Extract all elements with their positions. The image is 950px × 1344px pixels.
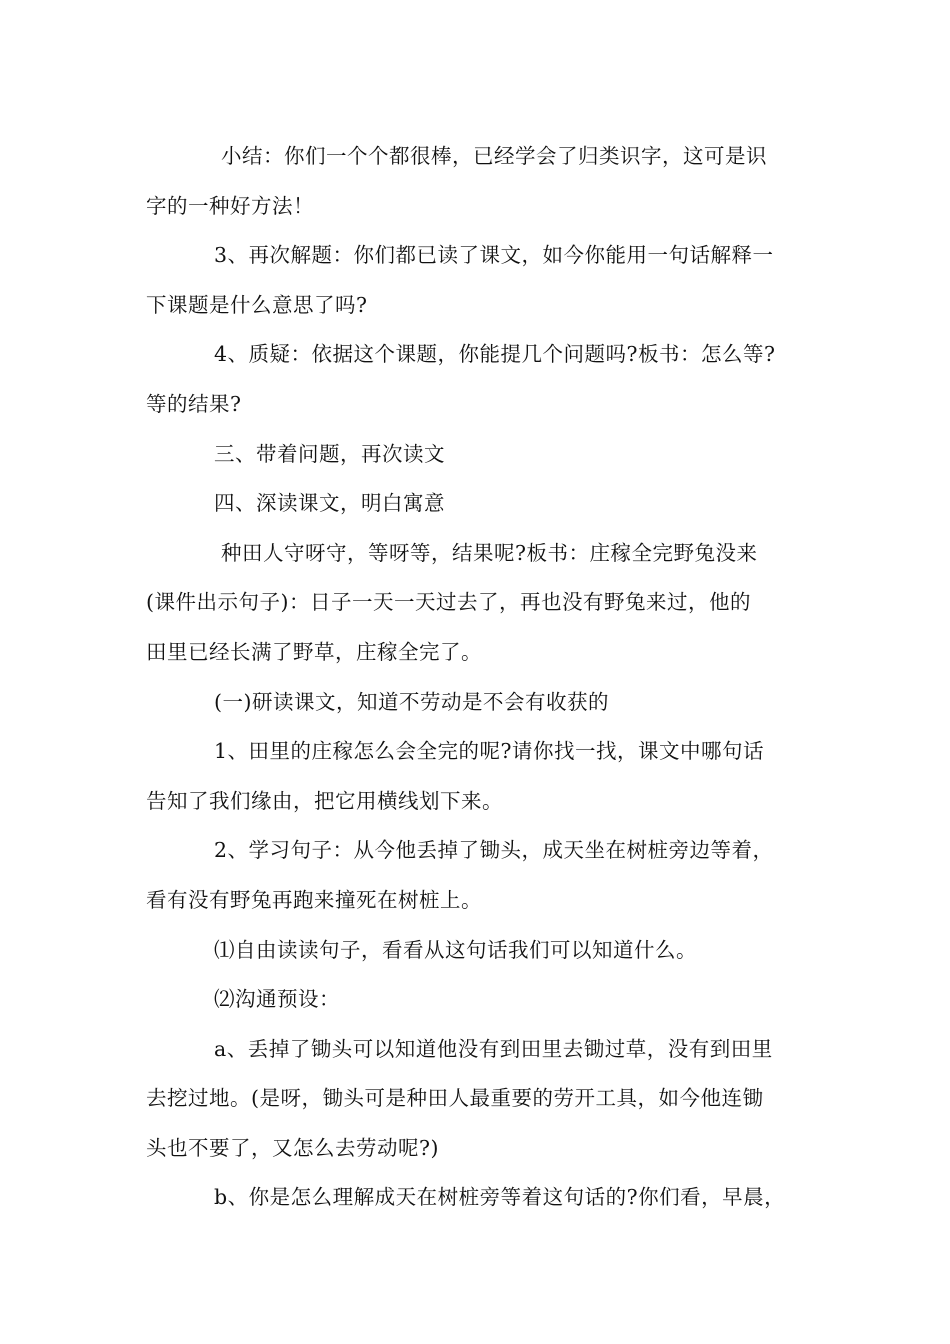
text-line: b、你是怎么理解成天在树桩旁等着这句话的?你们看，早晨， <box>214 1185 786 1210</box>
text-line: (一)研读课文，知道不劳动是不会有收获的 <box>214 689 609 714</box>
text-line: 告知了我们缘由，把它用横线划下来。 <box>146 788 503 813</box>
text-line: 字的一种好方法！ <box>146 193 314 218</box>
text-line: 下课题是什么意思了吗? <box>146 292 368 317</box>
text-line: 小结：你们一个个都很棒，已经学会了归类识字，这可是识 <box>214 144 768 168</box>
text-line: a、丢掉了锄头可以知道他没有到田里去锄过草，没有到田里 <box>214 1036 773 1061</box>
text-line: ⑵沟通预设： <box>214 987 340 1012</box>
text-line: 等的结果? <box>146 391 242 416</box>
text-line: 头也不要了，又怎么去劳动呢?) <box>146 1135 439 1160</box>
text-line: 田里已经长满了野草，庄稼全完了。 <box>146 639 482 664</box>
text-line: ⑴自由读读句子，看看从这句话我们可以知道什么。 <box>214 937 697 962</box>
text-line: 4、质疑：依据这个课题，你能提几个问题吗?板书：怎么等? <box>214 342 776 367</box>
text-line: 三、带着问题，再次读文 <box>214 441 445 466</box>
text-line: 四、深读课文，明白寓意 <box>214 491 445 516</box>
text-line: 去挖过地。(是呀，锄头可是种田人最重要的劳开工具，如今他连锄 <box>146 1086 764 1111</box>
text-line: 看有没有野兔再跑来撞死在树桩上。 <box>146 887 482 912</box>
text-line: 2、学习句子：从今他丢掉了锄头，成天坐在树桩旁边等着， <box>214 838 774 863</box>
document-body <box>146 132 826 1223</box>
text-line: 种田人守呀守，等呀等，结果呢?板书：庄稼全完野兔没来 <box>214 540 758 565</box>
text-line: 1、田里的庄稼怎么会全完的呢?请你找一找，课文中哪句话 <box>214 739 765 764</box>
text-line: (课件出示句子)：日子一天一天过去了，再也没有野兔来过，他的 <box>146 590 751 615</box>
text-line: 3、再次解题：你们都已读了课文，如今你能用一句话解释一 <box>214 243 774 268</box>
